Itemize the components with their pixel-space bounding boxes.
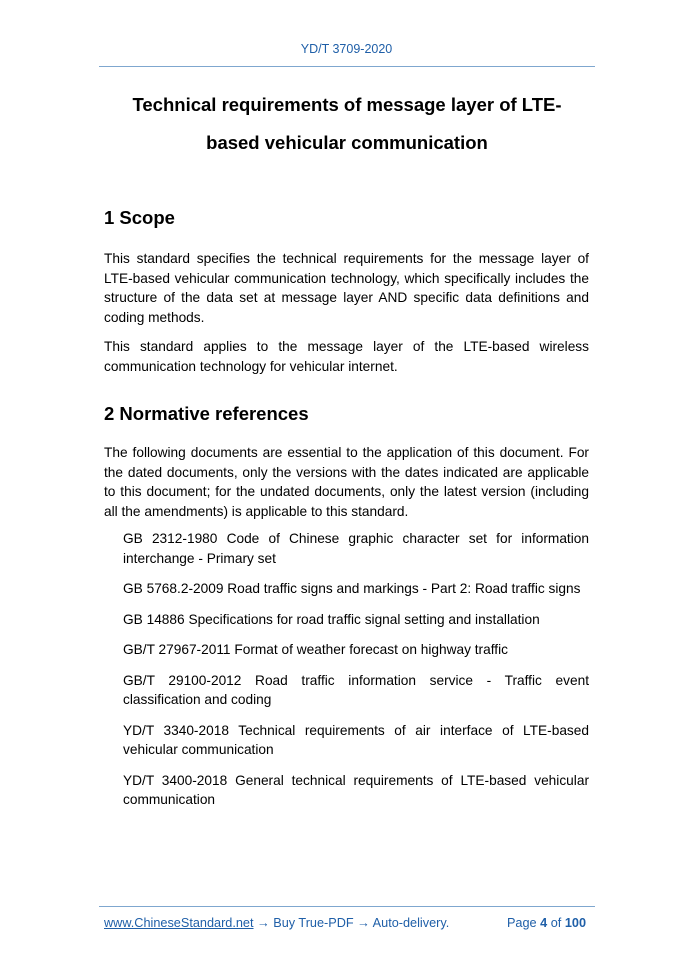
reference-item: YD/T 3400-2018 General technical requirements of LTE-based vehicular communication [123,772,589,807]
title-line-1: Technical requirements of message layer of LTE- [132,94,562,115]
document-body [104,205,589,821]
page-number [507,916,586,930]
section-heading-scope: 1 Scope [104,207,175,228]
page-label: Page [506,916,537,930]
references-intro: The following documents are essential to the application of this document. For the dated documents, only the versions with the dates indicated are applicable to this document; for the undated documents, only the latest version (including all the amendments) is applicable to this standard. [104,445,589,519]
document-code: YD/T 3709-2020 [300,42,393,56]
reference-item: GB/T 27967-2011 Format of weather forecast on highway traffic [123,642,508,657]
reference-item: YD/T 3340-2018 Technical requirements of air interface of LTE-based vehicular communication [123,722,589,757]
page-current: 4 [540,916,548,930]
reference-item: GB/T 29100-2012 Road traffic information service - Traffic event classification and coding [123,672,589,707]
footer-website-link[interactable]: www.ChineseStandard.net [104,916,254,930]
scope-paragraph: This standard applies to the message layer of the LTE-based wireless communication technology for vehicular internet. [104,339,589,374]
page-total: 100 [564,916,586,930]
reference-item: GB 2312-1980 Code of Chinese graphic character set for information interchange - Primary set [123,531,589,566]
reference-item: GB 14886 Specifications for road traffic signal setting and installation [123,611,540,627]
footer-tagline: → Buy True-PDF → Auto-delivery. [253,916,450,930]
reference-item: GB 5768.2-2009 Road traffic signs and markings - Part 2: Road traffic signs [123,581,581,596]
title-line-2: based vehicular communication [206,132,488,153]
reference-list [123,529,589,810]
header-divider [99,66,595,67]
scope-paragraph: This standard specifies the technical requirements for the message layer of LTE-based vehicular communication technology, which specifically includes the structure of the data set at message layer AND specific data definitions and coding methods. [104,251,589,325]
footer-divider [99,906,595,907]
section-heading-references: 2 Normative references [104,403,309,424]
page-footer [104,916,586,930]
document-title [100,86,594,162]
page-of: of [550,916,562,930]
